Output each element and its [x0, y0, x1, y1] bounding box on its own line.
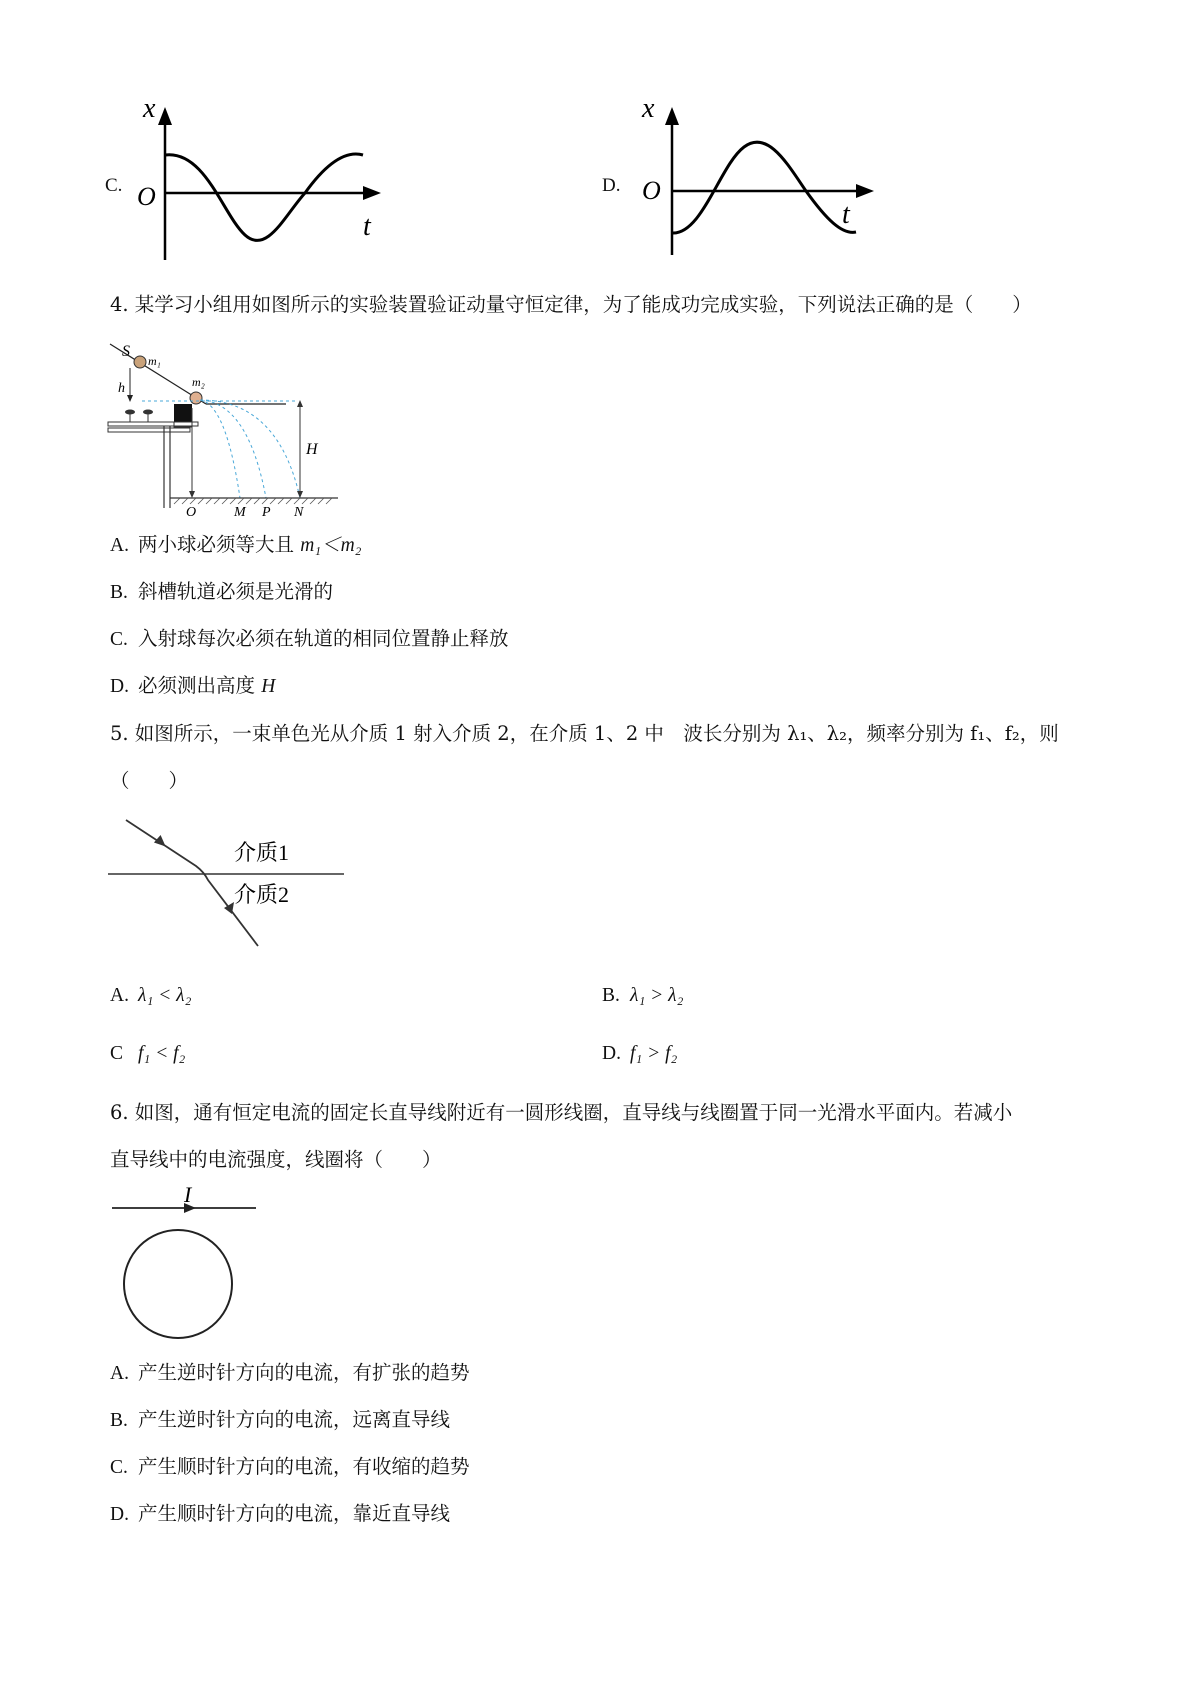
q6-option-b-text: 产生逆时针方向的电流，远离直导线 [138, 1408, 451, 1431]
q5-option-c-letter: C [110, 1043, 124, 1064]
q5-option-a-math: λ₁ < λ₂ [138, 985, 192, 1006]
q3-option-c-letter: C. [105, 175, 123, 196]
q5-medium2-label: 介质2 [234, 882, 290, 907]
q6-stem-line1: 6. 如图，通有恒定电流的固定长直导线附近有一圆形线圈，直导线与线圈置于同一光滑水平面内。若减小 [110, 1101, 1013, 1124]
q5-option-a[interactable] [110, 982, 191, 1009]
q4-option-c[interactable] [110, 626, 509, 653]
q5-option-b[interactable] [602, 982, 683, 1009]
q5-option-b-letter: B. [602, 985, 620, 1006]
q5-option-c-math: f₁ < f₂ [138, 1043, 186, 1064]
q3c-axis-x-label: t [363, 211, 371, 242]
q3-option-d-graph [642, 95, 882, 265]
q4-option-c-text: 入射球每次必须在轨道的相同位置静止释放 [138, 627, 509, 650]
q4-label-O: O [186, 505, 197, 520]
q5-option-d-letter: D. [602, 1043, 621, 1064]
q4-label-P: P [262, 505, 271, 520]
q3-option-c[interactable] [105, 95, 385, 265]
q5-stem-line2: （ ） [110, 769, 189, 792]
q6-figure [108, 1182, 268, 1346]
q4-option-d-math: H [261, 676, 276, 697]
q4-option-a-math: m₁＜m₂ [300, 535, 362, 556]
q4-label-m2: m₂ [192, 375, 205, 389]
q5-figure [108, 812, 348, 952]
q4-label-M: M [234, 505, 246, 520]
q4-figure [108, 338, 353, 520]
q6-option-a-text: 产生逆时针方向的电流，有扩张的趋势 [138, 1361, 470, 1384]
q6-option-c[interactable] [110, 1454, 470, 1481]
q5-option-d[interactable] [602, 1040, 677, 1067]
q6-option-a-letter: A. [110, 1363, 129, 1384]
q6-option-d-letter: D. [110, 1504, 129, 1525]
q4-option-c-letter: C. [110, 629, 128, 650]
q5-option-d-math: f₁ > f₂ [630, 1043, 678, 1064]
q4-label-m1: m₁ [148, 354, 161, 368]
q4-option-a[interactable] [110, 532, 361, 559]
q5-medium1-label: 介质1 [234, 840, 290, 865]
q6-option-d[interactable] [110, 1501, 450, 1528]
q4-label-N: N [294, 505, 304, 520]
q5-option-a-letter: A. [110, 985, 129, 1006]
q6-current-label: I [184, 1182, 192, 1207]
q6-option-a[interactable] [110, 1360, 470, 1387]
q4-label-h: h [118, 381, 125, 396]
q3d-axis-x-label: t [842, 199, 850, 230]
q5-stem-line1: 5. 如图所示，一束单色光从介质 1 射入介质 2，在介质 1、2 中 波长分别为 λ₁、λ₂，频率分别为 f₁、f₂，则 [110, 722, 1059, 745]
q3-option-d[interactable] [602, 95, 882, 265]
q3c-axis-y-label: x [143, 93, 156, 124]
q3-option-d-letter: D. [602, 175, 621, 196]
q4-label-s: S [122, 343, 130, 360]
q3d-origin-label: O [642, 176, 661, 205]
q4-option-d-text: 必须测出高度 [138, 674, 262, 697]
q5-option-c[interactable] [110, 1040, 185, 1067]
q4-option-b-letter: B. [110, 582, 128, 603]
q6-option-c-letter: C. [110, 1457, 128, 1478]
q5-option-b-math: λ₁ > λ₂ [630, 985, 684, 1006]
q4-option-b-text: 斜槽轨道必须是光滑的 [138, 580, 334, 603]
q4-option-d-letter: D. [110, 676, 129, 697]
q3c-origin-label: O [137, 182, 156, 211]
q4-option-a-letter: A. [110, 535, 129, 556]
q6-option-b[interactable] [110, 1407, 450, 1434]
q4-option-b[interactable] [110, 579, 333, 606]
q4-option-a-text: 两小球必须等大且 [138, 533, 301, 556]
q6-coil [124, 1230, 232, 1338]
q6-stem-line2: 直导线中的电流强度，线圈将（ ） [110, 1148, 442, 1171]
q6-option-c-text: 产生顺时针方向的电流，有收缩的趋势 [138, 1455, 470, 1478]
q6-option-d-text: 产生顺时针方向的电流，靠近直导线 [138, 1502, 451, 1525]
q4-stem: 4. 某学习小组用如图所示的实验装置验证动量守恒定律，为了能成功完成实验，下列说法正确的是（ ） [110, 293, 1032, 316]
q3-option-c-graph [137, 93, 385, 265]
q4-option-d[interactable] [110, 673, 275, 700]
q6-option-b-letter: B. [110, 1410, 128, 1431]
q4-label-H: H [306, 441, 318, 458]
q3d-axis-y-label: x [642, 93, 655, 124]
